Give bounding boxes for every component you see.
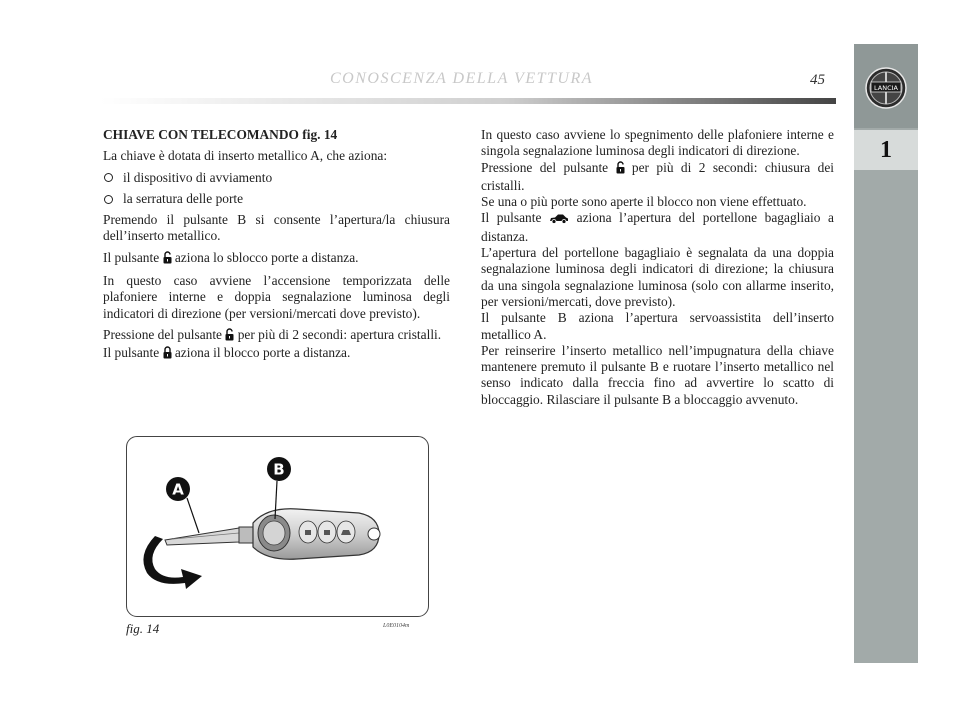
paragraph: Il pulsante B aziona l’apertura servoassistita dell’inserto metallico A. — [481, 310, 834, 342]
paragraph: Per reinserire l’inserto metallico nell’impugnatura della chiave mantenere premuto il pulsante B e ruotare l’inserto metallico nel senso indicato dalla freccia fino ad avvertire lo scatto di bloccaggio. Rilasciare il pulsante B a bloccaggio avvenuto. — [481, 342, 834, 407]
paragraph: La chiave è dotata di inserto metallico A, che aziona: — [103, 148, 388, 164]
lancia-logo-icon — [854, 44, 918, 128]
header-title: CONOSCENZA DELLA VETTURA — [330, 70, 594, 87]
bullet-item: il dispositivo di avviamento — [103, 170, 450, 186]
paragraph: L’apertura del portellone bagagliaio è segnalata da una doppia segnalazione luminosa degli indicatori di direzione; la chiusura da una singola segnalazione luminosa (solo con allarme inserito, per versioni/mercati, dove previsto). — [481, 245, 834, 309]
paragraph: In questo caso avviene l’accensione temporizzata delle plafoniere interne e doppia segnalazione luminosa degli indicatori di direzione (per versioni/mercati dove previsto). — [103, 273, 450, 321]
lancia-logo-box — [854, 44, 918, 128]
left-column — [103, 127, 450, 369]
paragraph: In questo caso avviene lo spegnimento delle plafoniere interne e singola segnalazione luminosa degli indicatori di direzione. — [481, 127, 834, 159]
figure-14-frame — [126, 436, 429, 617]
key-fob-illustration — [127, 437, 428, 616]
paragraph: Pressione del pulsante per più di 2 secondi: chiusura dei cristalli. — [481, 159, 834, 193]
chapter-side-tab — [854, 44, 918, 663]
paragraph: Se una o più porte sono aperte il blocco non viene effettuato. — [481, 194, 807, 210]
label-a-leader — [187, 498, 199, 533]
figure-code: L0E0104m — [383, 623, 410, 629]
bullet-item: la serratura delle porte — [103, 191, 450, 207]
paragraph: Premendo il pulsante B si consente l’apertura/la chiusura dell’inserto metallico. — [103, 212, 450, 244]
bullet-circle-icon — [104, 195, 113, 204]
car-trunk-icon — [549, 212, 569, 228]
paragraph: Il pulsante aziona il blocco porte a distanza. — [103, 345, 450, 363]
chapter-number: 1 — [854, 130, 918, 170]
lock-icon — [163, 346, 172, 363]
unlock-icon — [616, 161, 625, 178]
logo-text: LANCIA — [874, 84, 898, 92]
paragraph: Pressione del pulsante per più di 2 secondi: apertura cristalli. — [103, 327, 450, 345]
label-a: A — [172, 480, 184, 499]
bullet-circle-icon — [104, 173, 113, 182]
key-fob-body — [253, 509, 380, 559]
paragraph: Il pulsante aziona l’apertura del portellone bagagliaio a distanza. — [481, 210, 834, 244]
unlock-icon — [225, 328, 234, 345]
label-b: B — [273, 460, 285, 479]
metal-blade — [165, 527, 253, 545]
right-column — [481, 127, 834, 408]
paragraph: Il pulsante aziona lo sblocco porte a distanza. — [103, 250, 450, 268]
page-number: 45 — [810, 72, 825, 88]
unlock-icon — [163, 251, 172, 268]
figure-caption: fig. 14 — [126, 621, 160, 636]
section-heading: CHIAVE CON TELECOMANDO fig. 14 — [103, 127, 338, 142]
header-rule — [100, 98, 836, 104]
